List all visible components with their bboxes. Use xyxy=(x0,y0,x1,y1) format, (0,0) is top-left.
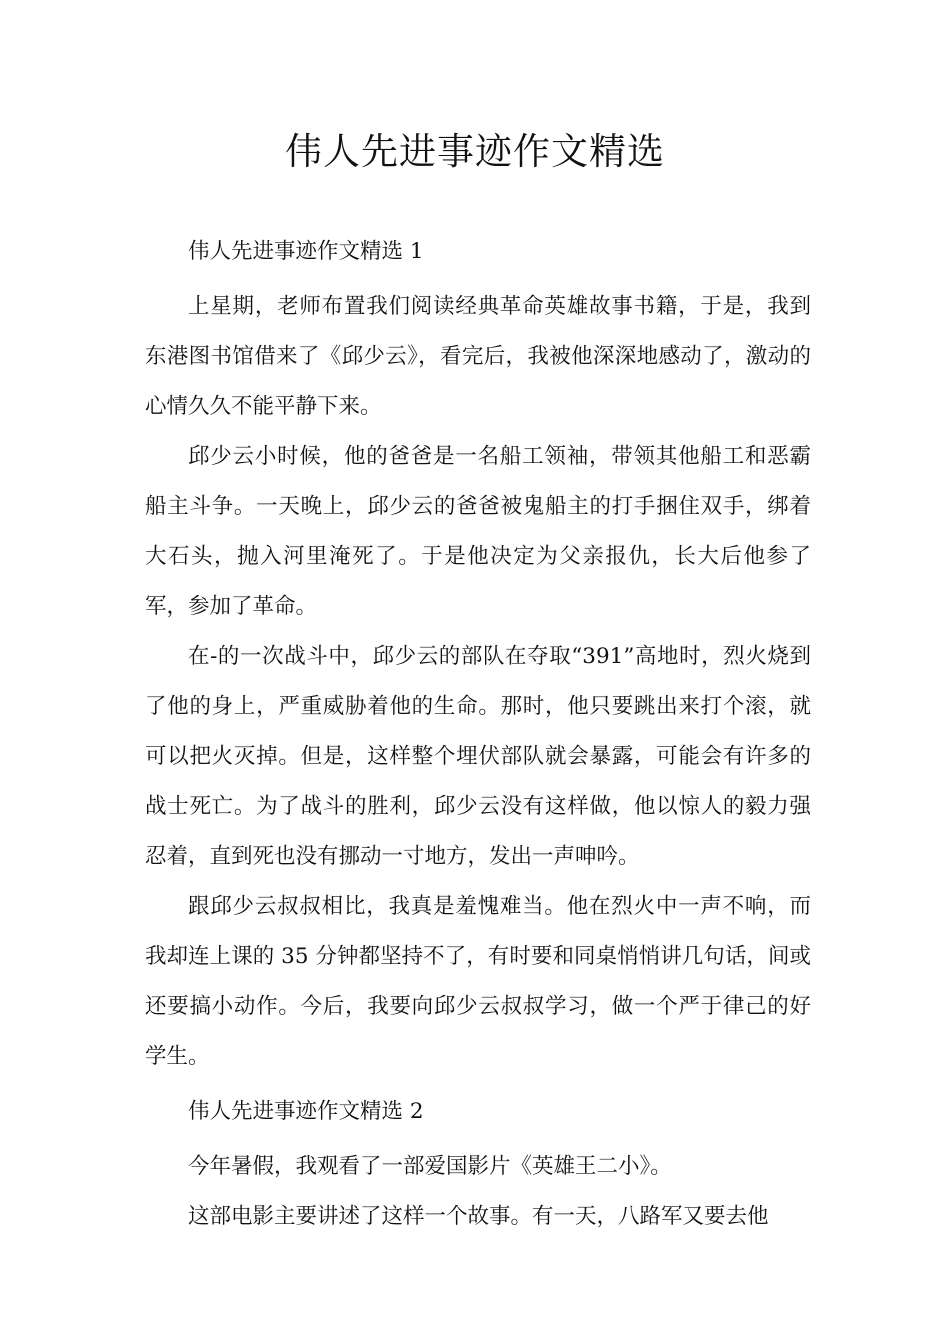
section-heading-2: 伟人先进事迹作文精选 2 xyxy=(188,1099,424,1124)
paragraph: 今年暑假，我观看了一部爱国影片《英雄王二小》。 xyxy=(188,1154,672,1179)
paragraph: 跟邱少云叔叔相比，我真是羞愧难当。他在烈火中一声不响，而我却连上课的 35 分钟都坚持不了，有时要和同桌悄悄讲几句话，间或还要搞小动作。今后，我要向邱少云叔叔学习，做一个严于律己的好学生。 xyxy=(145,894,811,1069)
paragraph: 在-的一次战斗中，邱少云的部队在夺取“391”高地时，烈火烧到了他的身上，严重威胁着他的生命。那时，他只要跳出来打个滚，就可以把火灭掉。但是，这样整个埋伏部队就会暴露，可能会有许多的战士死亡。为了战斗的胜利，邱少云没有这样做，他以惊人的毅力强忍着，直到死也没有挪动一寸地方，发出一声呻吟。 xyxy=(145,644,811,869)
section-heading-1: 伟人先进事迹作文精选 1 xyxy=(188,239,424,264)
paragraph: 这部电影主要讲述了这样一个故事。有一天，八路军又要去他 xyxy=(188,1204,769,1229)
document-body xyxy=(145,232,811,1242)
paragraph: 邱少云小时候，他的爸爸是一名船工领袖，带领其他船工和恶霸船主斗争。一天晚上，邱少云的爸爸被鬼船主的打手捆住双手，绑着大石头，抛入河里淹死了。于是他决定为父亲报仇，长大后他参了军，参加了革命。 xyxy=(145,444,811,619)
paragraph: 上星期，老师布置我们阅读经典革命英雄故事书籍，于是，我到东港图书馆借来了《邱少云》，看完后，我被他深深地感动了，激动的心情久久不能平静下来。 xyxy=(145,294,811,419)
document-title: 伟人先进事迹作文精选 xyxy=(285,130,665,173)
